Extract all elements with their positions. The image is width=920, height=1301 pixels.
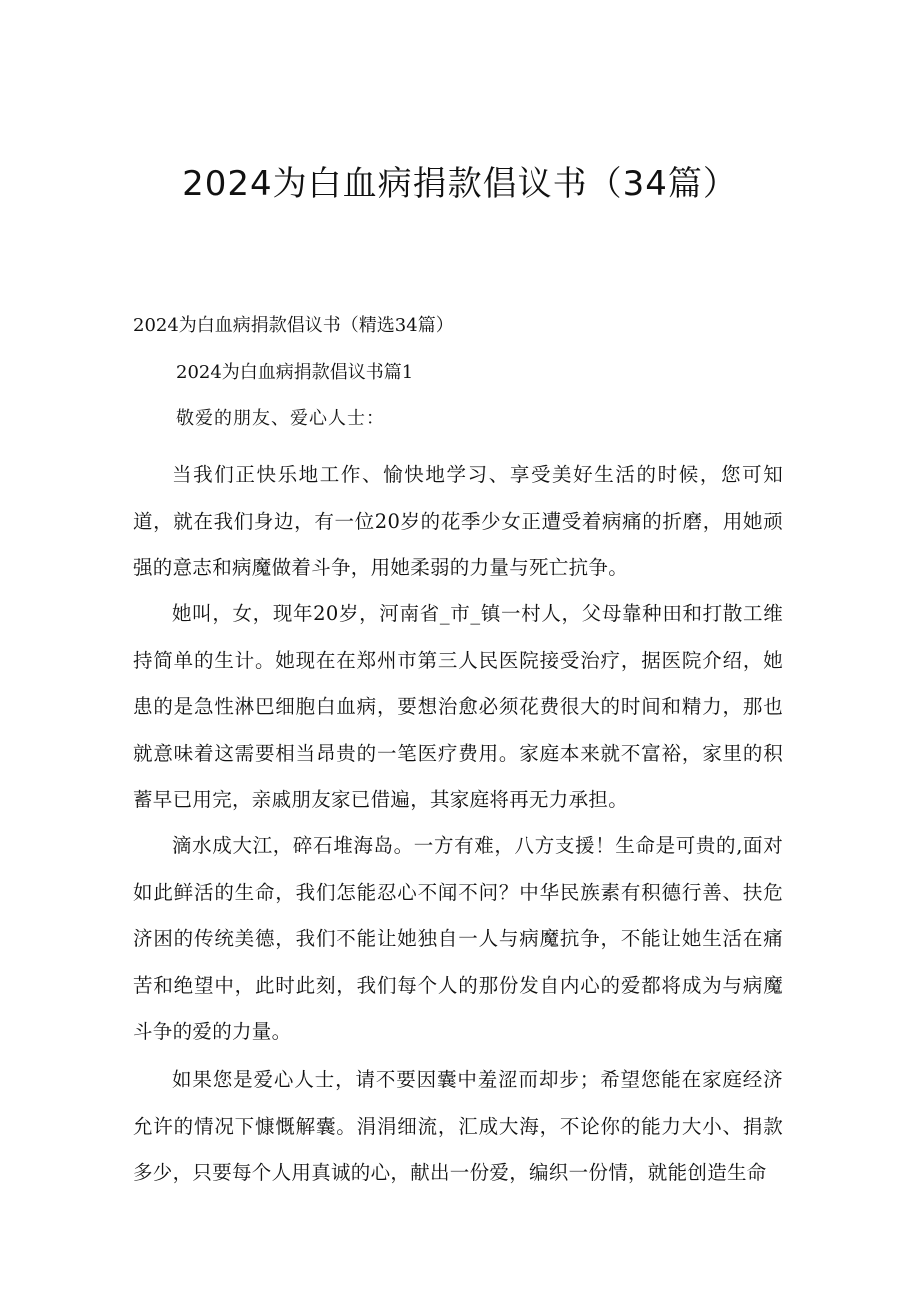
paragraph-4: 如果您是爱心人士，请不要因囊中羞涩而却步；希望您能在家庭经济允许的情况下慷慨解囊。涓涓细流，汇成大海，不论你的能力大小、捐款多少，只要每个人用真诚的心，献出一份爱，编织一份情，就能创造生命	[133, 1068, 783, 1184]
paragraph-1: 当我们正快乐地工作、愉快地学习、享受美好生活的时候，您可知道，就在我们身边，有一位20岁的花季少女正遭受着病痛的折磨，用她顽强的意志和病魔做着斗争，用她柔弱的力量与死亡抗争。	[133, 463, 783, 579]
paragraph-3: 滴水成大江，碎石堆海岛。一方有难，八方支援！生命是可贵的,面对如此鲜活的生命，我们怎能忍心不闻不问？中华民族素有积德行善、扶危济困的传统美德，我们不能让她独自一人与病魔抗争，不能让她生活在痛苦和绝望中，此时此刻，我们每个人的那份发自内心的爱都将成为与病魔斗争的爱的力量。	[133, 834, 783, 1043]
paragraph-2: 她叫，女，现年20岁，河南省_市_镇一村人，父母靠种田和打散工维持简单的生计。她现在在郑州市第三人民医院接受治疗，据医院介绍，她患的是急性淋巴细胞白血病，要想治愈必须花费很大的时间和精力，那也就意味着这需要相当昂贵的一笔医疗费用。家庭本来就不富裕，家里的积蓄早已用完，亲戚朋友家已借遍，其家庭将再无力承担。	[133, 602, 783, 811]
document-subtitle: 2024为白血病捐款倡议书（精选34篇）	[133, 315, 454, 336]
greeting: 敬爱的朋友、爱心人士：	[176, 408, 385, 429]
document-title: 2024为白血病捐款倡议书（34篇）	[182, 164, 738, 204]
section-title: 2024为白血病捐款倡议书篇1	[176, 362, 414, 383]
